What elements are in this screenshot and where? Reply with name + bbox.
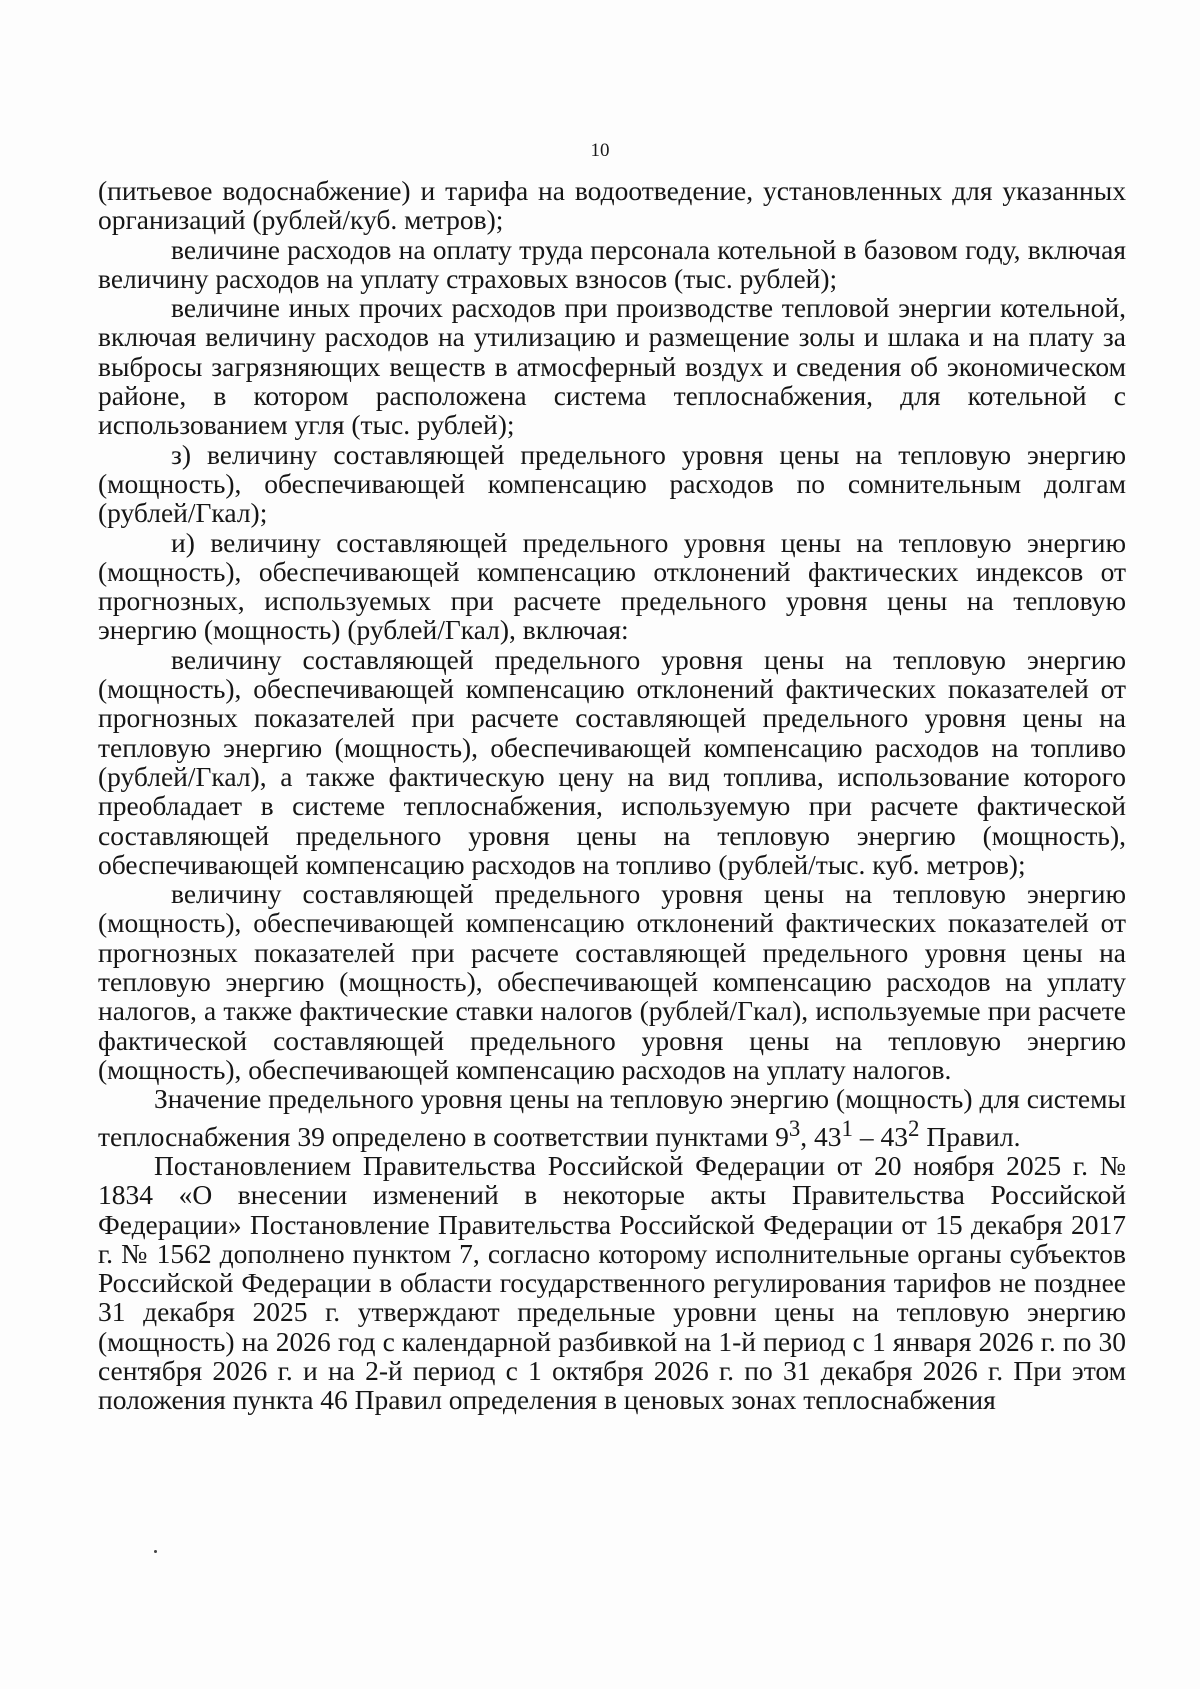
document-body	[98, 176, 1126, 1415]
paragraph-government-resolution: Постановлением Правительства Российской Федерации от 20 ноября 2025 г. № 1834 «О внесении изменений в некоторые акты Правительства Российской Федерации» Постановление Правительства Российской Федерации от 15 декабря 2017 г. № 1562 дополнено пунктом 7, согласно которому исполнительные органы субъектов Российской Федерации в области государственного регулирования тарифов не позднее 31 декабря 2025 г. утверждают предельные уровни цены на тепловую энергию (мощность) на 2026 год с календарной разбивкой на 1-й период с 1 января 2026 г. по 30 сентября 2026 г. и на 2-й период с 1 октября 2026 г. по 31 декабря 2026 г. При этом положения пункта 46 Правил определения в ценовых зонах теплоснабжения	[98, 1149, 1126, 1416]
scan-speck	[154, 1550, 157, 1553]
price-limit-text-mid1: , 43	[800, 1120, 842, 1152]
paragraph-continuation: (питьевое водоснабжение) и тарифа на водоотведение, установленных для указанных организаций (рублей/куб. метров);	[98, 175, 1126, 236]
superscript-2: 2	[908, 1115, 920, 1141]
paragraph-fuel-deviation: величину составляющей предельного уровня цены на тепловую энергию (мощность), обеспечивающей компенсацию отклонений фактических показателей от прогнозных показателей при расчете составляющей предельного уровня цены на тепловую энергию (мощность), обеспечивающей компенсацию расходов на топливо (рублей/Гкал), а также фактическую цену на вид топлива, использование которого преобладает в системе теплоснабжения, используемую при расчете фактической составляющей предельного уровня цены на тепловую энергию (мощность), обеспечивающей компенсацию расходов на топливо (рублей/тыс. куб. метров);	[98, 643, 1126, 880]
paragraph-labor-costs: величине расходов на оплату труда персонала котельной в базовом году, включая величину расходов на уплату страховых взносов (тыс. рублей);	[98, 233, 1126, 294]
superscript-1: 1	[841, 1115, 853, 1141]
price-limit-text-start: Значение предельного уровня цены на тепловую энергию (мощность) для системы теплоснабжения 39 определено в соответствии пунктами 9	[98, 1083, 1126, 1152]
paragraph-other-costs: величине иных прочих расходов при производстве тепловой энергии котельной, включая величину расходов на утилизацию и размещение золы и шлака и на плату за выбросы загрязняющих веществ в атмосферный воздух и сведения об экономическом районе, в котором расположена система теплоснабжения, для котельной с использованием угля (тыс. рублей);	[98, 292, 1126, 441]
paragraph-item-z: з) величину составляющей предельного уровня цены на тепловую энергию (мощность), обеспечивающей компенсацию расходов по сомнительным долгам (рублей/Гкал);	[98, 438, 1126, 529]
page-number: 10	[590, 140, 610, 161]
paragraph-tax-deviation: величину составляющей предельного уровня цены на тепловую энергию (мощность), обеспечивающей компенсацию отклонений фактических показателей от прогнозных показателей при расчете составляющей предельного уровня цены на тепловую энергию (мощность), обеспечивающей компенсацию расходов на уплату налогов, а также фактические ставки налогов (рублей/Гкал), используемые при расчете фактической составляющей предельного уровня цены на тепловую энергию (мощность), обеспечивающей компенсацию расходов на уплату налогов.	[98, 878, 1126, 1085]
paragraph-price-limit-value	[98, 1084, 1126, 1151]
price-limit-text-end: Правил.	[919, 1120, 1021, 1152]
price-limit-text-mid2: – 43	[853, 1120, 908, 1152]
paragraph-item-i: и) величину составляющей предельного уровня цены на тепловую энергию (мощность), обеспечивающей компенсацию отклонений фактических индексов от прогнозных, используемых при расчете предельного уровня цены на тепловую энергию (мощность) (рублей/Гкал), включая:	[98, 526, 1126, 646]
superscript-3: 3	[788, 1115, 801, 1141]
